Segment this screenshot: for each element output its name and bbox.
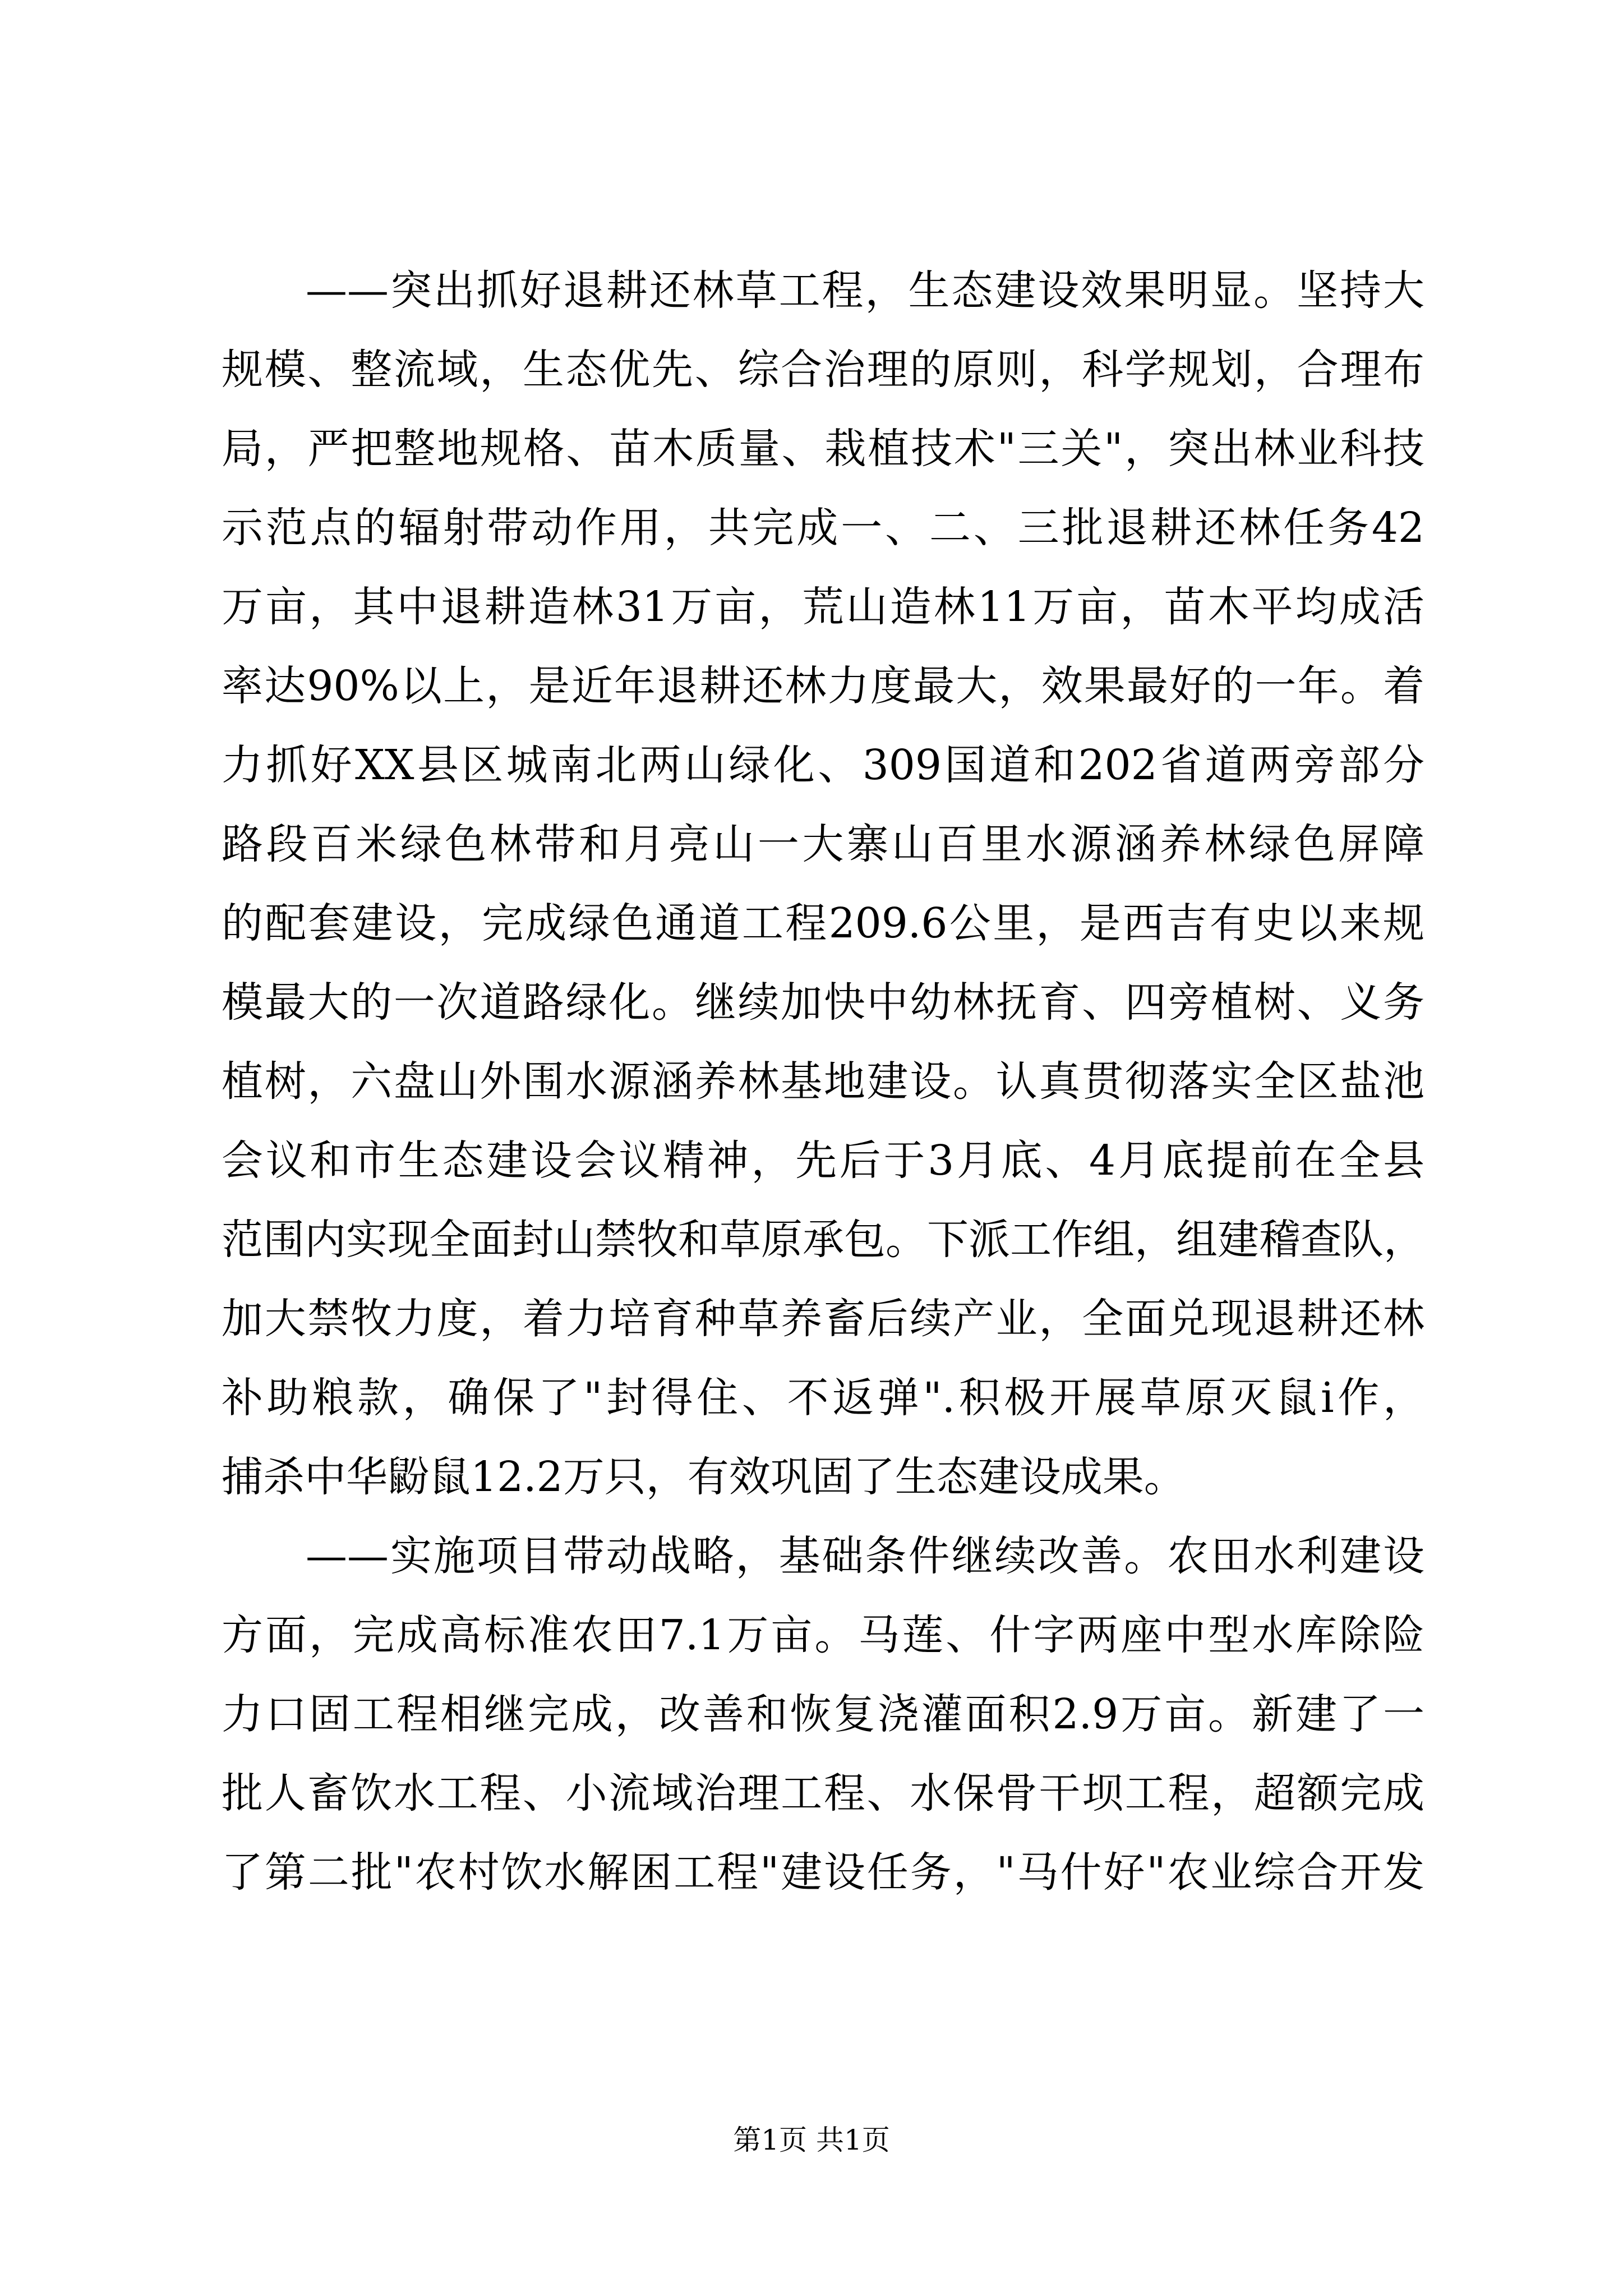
paragraph-line: 批人畜饮水工程、小流域治理工程、水保骨干坝工程，超额完成 xyxy=(222,1769,1424,1818)
paragraph-line: 方面，完成高标准农田7.1万亩。马莲、什字两座中型水库除险 xyxy=(222,1611,1424,1659)
paragraph-line: 万亩，其中退耕造林31万亩，荒山造林11万亩，苗木平均成活 xyxy=(222,583,1424,631)
paragraph-line: 率达90%以上，是近年退耕还林力度最大，效果最好的一年。着 xyxy=(222,662,1424,710)
paragraph-line: 捕杀中华鼢鼠12.2万只，有效巩固了生态建设成果。 xyxy=(222,1453,1186,1501)
paragraph-line: 路段百米绿色林带和月亮山一大寨山百里水源涵养林绿色屏障 xyxy=(222,820,1424,868)
paragraph-line: 的配套建设，完成绿色通道工程209.6公里，是西吉有史以来规 xyxy=(222,899,1424,947)
paragraph-line: ——突出抓好退耕还林草工程，生态建设效果明显。坚持大 xyxy=(306,266,1424,315)
paragraph-line: 加大禁牧力度，着力培育种草养畜后续产业，全面兑现退耕还林 xyxy=(222,1295,1424,1343)
page-number-footer: 第1页 共1页 xyxy=(733,2124,890,2156)
paragraph-line: 示范点的辐射带动作用，共完成一、二、三批退耕还林任务42 xyxy=(222,504,1424,552)
paragraph-line: 规模、整流域，生态优先、综合治理的原则，科学规划，合理布 xyxy=(222,346,1424,394)
paragraph-line: 局，严把整地规格、苗木质量、栽植技术"三关"，突出林业科技 xyxy=(222,425,1424,473)
paragraph-line: 力抓好XX县区城南北两山绿化、309国道和202省道两旁部分 xyxy=(222,741,1424,789)
body-text xyxy=(222,251,1424,1912)
paragraph-line: 会议和市生态建设会议精神，先后于3月底、4月底提前在全县 xyxy=(222,1137,1424,1185)
paragraph-line: 范围内实现全面封山禁牧和草原承包。下派工作组，组建稽查队， xyxy=(222,1216,1425,1264)
paragraph-line: 了第二批"农村饮水解困工程"建设任务，"马什好"农业综合开发 xyxy=(222,1848,1424,1897)
paragraph-line: 力口固工程相继完成，改善和恢复浇灌面积2.9万亩。新建了一 xyxy=(222,1690,1424,1738)
paragraph-line: 植树，六盘山外围水源涵养林基地建设。认真贯彻落实全区盐池 xyxy=(222,1057,1424,1106)
paragraph-line: ——实施项目带动战略，基础条件继续改善。农田水利建设 xyxy=(306,1532,1424,1580)
paragraph-line: 补助粮款，确保了"封得住、不返弹".积极开展草原灭鼠i作， xyxy=(222,1374,1424,1422)
paragraph-line: 模最大的一次道路绿化。继续加快中幼林抚育、四旁植树、义务 xyxy=(222,978,1424,1027)
